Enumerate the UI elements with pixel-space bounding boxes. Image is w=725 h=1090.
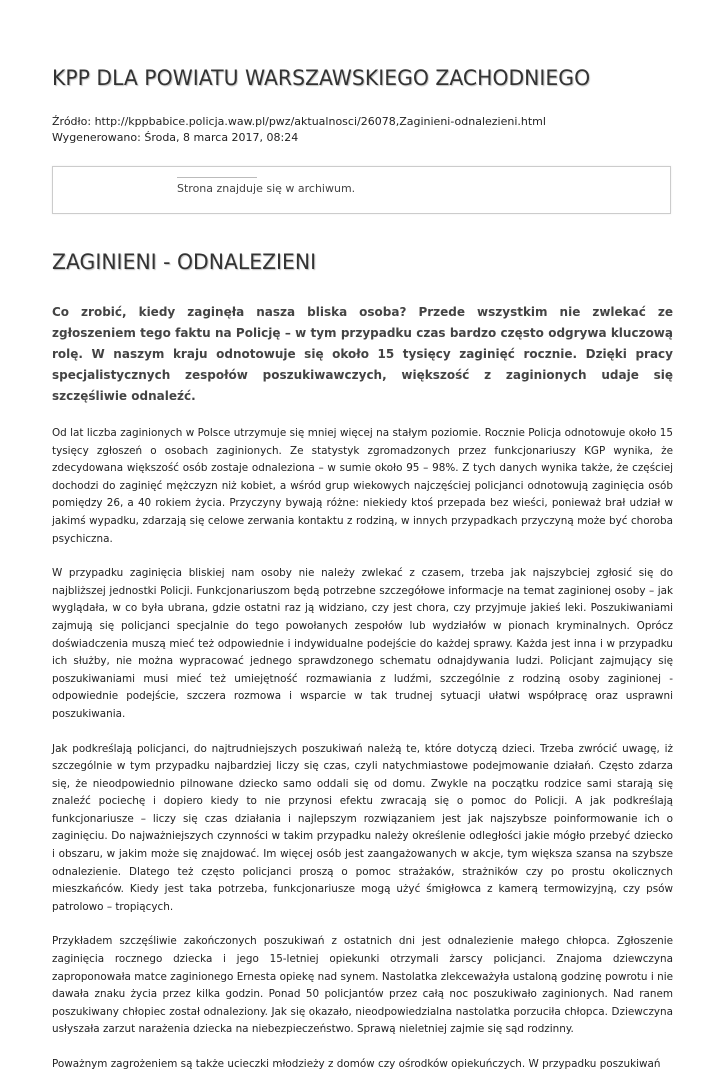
generated-line: Wygenerowano: Środa, 8 marca 2017, 08:24: [52, 131, 299, 144]
article-paragraph: Jak podkreślają policjanci, do najtrudniejszych poszukiwań należą te, które dotyczą dzieci. Trzeba zwrócić uwagę, iż szczególnie w tym przypadku najbardziej liczy się czas, czyli natychmiastowe podejmowanie działań. Często zdarza się, że nieodpowiednio pilnowane dziecko samo oddali się od domu. Zwykle na początku rodzice sami starają się znaleźć pociechę i dopiero kiedy to nie przynosi efektu zwracają się o pomoc do Policji. A jak podkreślają funkcjonariusze – liczy się czas działania i najlepszym rozwiązaniem jest jak najszybsze poinformowanie ich o zaginięciu. Do najważniejszych czynności w takim przypadku należy określenie odległości jakie mógło przebyć dziecko i obszaru, w jakim może się znajdować. Im więcej osób jest zaangażowanych w akcje, tym większa szansa na szybsze odnalezienie. Dlatego też często policjanci proszą o pomoc strażaków, strażników czy po prostu okolicznych mieszkańców. Kiedy jest taka potrzeba, funkcjonariusze mogą użyć śmigłowca z kamerą termowizyjną, czy psów patrolowo – tropiących.: [52, 742, 673, 913]
archive-notice: Strona znajduje się w archiwum.: [177, 182, 356, 195]
article-paragraph: Od lat liczba zaginionych w Polsce utrzymuje się mniej więcej na stałym poziomie. Rocznie Policja odnotowuje około 15 tysięcy zgłoszeń o osobach zaginionych. Ze statystyk zgromadzonych przez funkcjonariuszy KGP wynika, że zdecydowana większość osób zostaje odnaleziona – w sumie około 95 – 98%. Z tych danych wynika także, że częściej dochodzi do zaginięć mężczyzn niż kobiet, a wśród grup wiekowych najczęściej policjanci odnotowują zaginięcia osób pomiędzy 26, a 40 rokiem życia. Przyczyny bywają różne: niekiedy ktoś przepada bez wieści, ponieważ brał udział w jakimś wypadku, zdarzają się celowe zerwania kontaktu z rodziną, w innych przypadkach przyczyną może być choroba psychiczna.: [52, 427, 673, 545]
archive-divider: [177, 177, 257, 178]
article-body: [52, 425, 673, 1074]
document-page: [0, 66, 725, 1074]
article-paragraph: Poważnym zagrożeniem są także ucieczki młodzieży z domów czy ośrodków opiekuńczych. W przypadku poszukiwań: [52, 1058, 661, 1070]
archive-notice-box: [52, 166, 671, 214]
source-line: Źródło: http://kppbabice.policja.waw.pl/pwz/aktualnosci/26078,Zaginieni-odnalezieni.html: [52, 115, 546, 128]
article-paragraph: Przykładem szczęśliwie zakończonych poszukiwań z ostatnich dni jest odnalezienie małego chłopca. Zgłoszenie zaginięcia rocznego dziecka i jego 15-letniej opiekunki otrzymali żarscy policjanci. Znajoma dziewczyna zaproponowała matce zaginionego Ernesta opiekę nad synem. Nastolatka zlekceważyła ustaloną godzinę powrotu i nie dawała znaku życia przez kilka godzin. Ponad 50 policjantów przez całą noc poszukiwało zaginionych. Nad ranem poszukiwany chłopiec został odnaleziony. Jak się okazało, nieodpowiedzialna nastolatka porzuciła chłopca. Dziewczyna usłyszała zarzut narażenia dziecka na niebezpieczeństwo. Sprawą nieletniej zajmie się sąd rodzinny.: [52, 935, 673, 1036]
article-paragraph: W przypadku zaginięcia bliskiej nam osoby nie należy zwlekać z czasem, trzeba jak najszybciej zgłosić się do najbliższej jednostki Policji. Funkcjonariuszom będą potrzebne szczegółowe informacje na temat zaginionej osoby – jak wyglądała, w co była ubrana, gdzie ostatni raz ją widziano, czy jest chora, czy przyjmuje jakieś leki. Poszukiwaniami zajmują się policjanci specjalnie do tego powołanych zespołów lub wydziałów w pionach kryminalnych. Oprócz doświadczenia muszą mieć też odpowiednie i indywidualne podejście do każdej sprawy. Każda jest inna i w przypadku ich służby, nie można wypracować jednego sprawdzonego schematu odnajdywania ludzi. Policjant zajmujący się poszukiwaniami musi mieć też umiejętność rozmawiania z ludźmi, szczególnie z rodziną osoby zaginionej - odpowiednie podejście, szczera rozmowa i wsparcie w tak trudnej sytuacji ułatwi współpracę oraz usprawni poszukiwania.: [52, 567, 673, 720]
article-title: ZAGINIENI - ODNALEZIENI: [52, 250, 317, 274]
article-lead: Co zrobić, kiedy zaginęła nasza bliska osoba? Przede wszystkim nie zwlekać ze zgłoszeniem tego faktu na Policję – w tym przypadku czas bardzo często odgrywa kluczową rolę. W naszym kraju odnotowuje się około 15 tysięcy zaginięć rocznie. Dzięki pracy specjalistycznych zespołów poszukiwawczych, większość z zaginionych udaje się szczęśliwie odnaleźć.: [52, 305, 673, 403]
document-meta: [52, 114, 673, 146]
site-title: KPP DLA POWIATU WARSZAWSKIEGO ZACHODNIEGO: [52, 66, 591, 90]
